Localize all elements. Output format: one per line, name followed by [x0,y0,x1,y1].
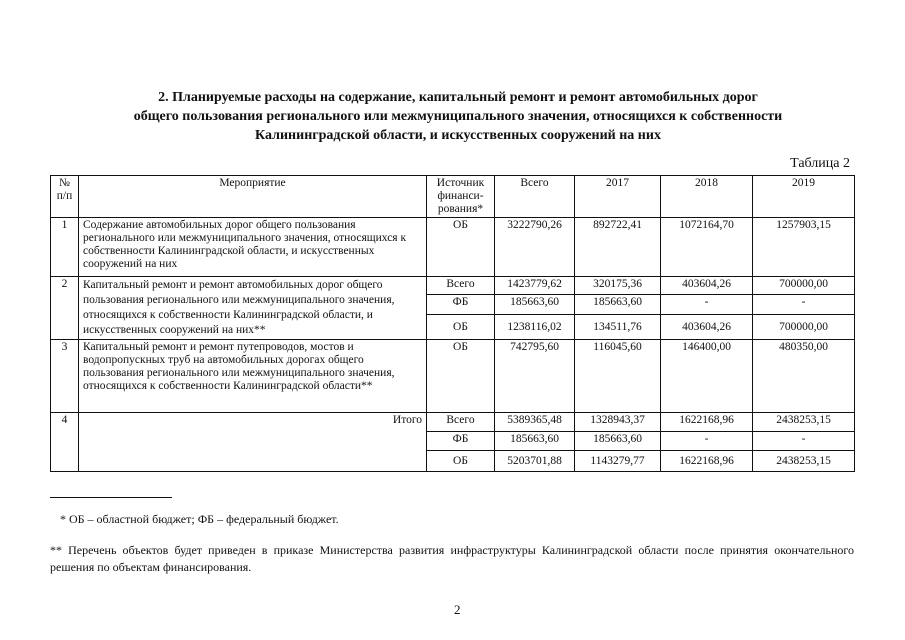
row-event: Капитальный ремонт и ремонт автомобильных дорог общего пользования регионального или межмуниципального значения, относящихся к собственности Калининградской области, и искусственных сооружений на них** [79,277,427,340]
row-2019: 1257903,15 [753,218,855,277]
row-2019: 700000,00 [753,315,855,340]
row-2019: - [753,432,855,451]
row-event: Капитальный ремонт и ремонт путепроводов, мостов и водопропускных труб на автомобильных дорогах общего пользования регионального или межмуниципального значения, относящихся к собственности Калининградской области** [79,340,427,413]
row-total: 742795,60 [495,340,575,413]
row-total: 185663,60 [495,295,575,315]
row-source: Всего [427,413,495,432]
table-label: Таблица 2 [790,156,850,171]
row-2018: 1622168,96 [661,451,753,472]
header-num: № п/п [51,176,79,218]
row-source: ФБ [427,432,495,451]
row-2018: 146400,00 [661,340,753,413]
header-event: Мероприятие [79,176,427,218]
row-2019: 2438253,15 [753,413,855,432]
row-2017: 320175,36 [575,277,661,295]
row-2017: 1328943,37 [575,413,661,432]
row-2017: 185663,60 [575,432,661,451]
row-2018: 403604,26 [661,315,753,340]
row-num: 2 [51,277,79,340]
row-source: ОБ [427,451,495,472]
document-title [40,88,876,145]
row-2017: 116045,60 [575,340,661,413]
row-2018: - [661,432,753,451]
header-2018: 2018 [661,176,753,218]
row-total: 185663,60 [495,432,575,451]
row-source: ФБ [427,295,495,315]
total-label: Итого [79,413,427,472]
row-total: 1238116,02 [495,315,575,340]
title-line-3: Калининградской области, и искусственных сооружений на них [255,128,661,143]
row-2019: - [753,295,855,315]
table-row [51,218,855,277]
row-source: ОБ [427,218,495,277]
row-total: 5203701,88 [495,451,575,472]
header-2017: 2017 [575,176,661,218]
row-source: ОБ [427,340,495,413]
header-2019: 2019 [753,176,855,218]
footnote-1: * ОБ – областной бюджет; ФБ – федеральный бюджет. [60,512,339,526]
row-2018: 1072164,70 [661,218,753,277]
row-total: 3222790,26 [495,218,575,277]
page-number: 2 [454,602,461,617]
header-row [51,176,855,218]
header-total: Всего [495,176,575,218]
title-line-2: общего пользования регионального или межмуниципального значения, относящихся к собственности [133,109,783,124]
row-2017: 892722,41 [575,218,661,277]
total-row [51,413,855,432]
row-2017: 1143279,77 [575,451,661,472]
row-2019: 2438253,15 [753,451,855,472]
row-2019: 700000,00 [753,277,855,295]
row-2018: 1622168,96 [661,413,753,432]
row-num: 1 [51,218,79,277]
row-num: 3 [51,340,79,413]
row-source: Всего [427,277,495,295]
row-2017: 134511,76 [575,315,661,340]
title-line-1: 2. Планируемые расходы на содержание, капитальный ремонт и ремонт автомобильных дорог [158,90,758,105]
row-2018: - [661,295,753,315]
row-2018: 403604,26 [661,277,753,295]
footnote-divider [50,497,172,498]
footnote-2: ** Перечень объектов будет приведен в приказе Министерства развития инфраструктуры Калининградской области после принятия окончательного решения по объектам финансирования. [50,543,854,574]
table-row [51,340,855,413]
header-source: Источник финанси-рования* [427,176,495,218]
row-2017: 185663,60 [575,295,661,315]
row-num: 4 [51,413,79,472]
row-source: ОБ [427,315,495,340]
table-row [51,277,855,295]
expenses-table [50,175,855,472]
row-total: 5389365,48 [495,413,575,432]
row-2019: 480350,00 [753,340,855,413]
row-total: 1423779,62 [495,277,575,295]
row-event: Содержание автомобильных дорог общего пользования регионального или межмуниципального значения, относящихся к собственности Калининградской области, и искусственных сооружений на них [79,218,427,277]
